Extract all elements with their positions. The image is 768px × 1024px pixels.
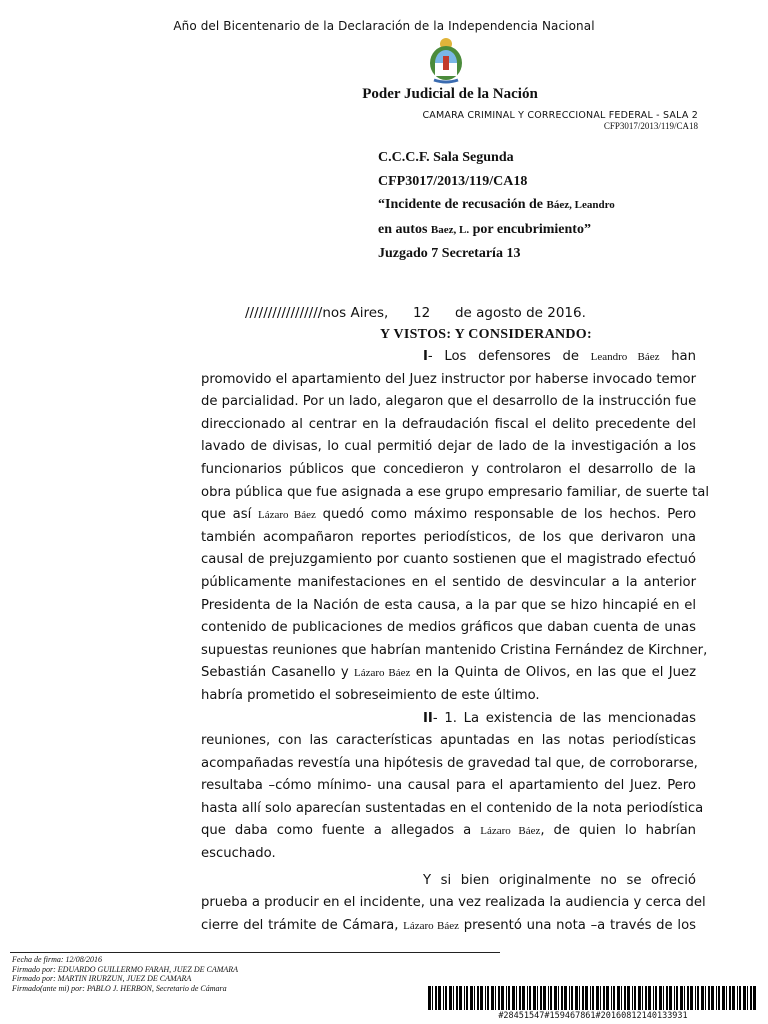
barcode-bar (729, 986, 731, 1010)
barcode-bar (621, 986, 622, 1010)
barcode-bar (540, 986, 542, 1010)
line-text: han (659, 349, 696, 364)
party-name: Lázaro Báez (258, 509, 316, 522)
barcode-bar (449, 986, 452, 1010)
barcode-bar (634, 986, 636, 1010)
line-text: en la Quinta de Olivos, en las que el Juez (410, 665, 697, 681)
paragraph-line: habría prometido el sobreseimiento de este último. (201, 687, 540, 703)
barcode-bar (680, 986, 683, 1010)
paragraph-line (201, 820, 696, 843)
barcode-bar (648, 986, 651, 1010)
paragraph-line: Y si bien originalmente no se ofreció (423, 872, 696, 888)
barcode-bar (519, 986, 521, 1010)
signature-divider (10, 952, 500, 953)
bicentennial-header: Año del Bicentenario de la Declaración de la Independencia Nacional (173, 19, 595, 33)
paragraph-line: funcionarios públicos que concedieron y controlaron el desarrollo de la (201, 461, 696, 477)
barcode-bar (533, 986, 536, 1010)
paragraph-line (201, 504, 696, 527)
barcode-bar (522, 986, 525, 1010)
barcode-bar (750, 986, 752, 1010)
line-text: que así (201, 507, 259, 523)
barcode-bar (453, 986, 454, 1010)
section-numeral: II (423, 710, 433, 726)
party-name: Lázaro Báez (480, 825, 541, 838)
barcode-bar (512, 986, 515, 1010)
line-text: que daba como fuente a allegados a (201, 823, 481, 839)
barcode-bar (659, 986, 662, 1010)
section-numeral: I (423, 349, 428, 364)
barcode-bar (456, 986, 458, 1010)
barcode-bar (579, 986, 580, 1010)
barcode-bar (722, 986, 725, 1010)
paragraph-line: reuniones, con las características apuntadas en las notas periodísticas (201, 733, 696, 749)
barcode-bar (561, 986, 563, 1010)
barcode-bar (732, 986, 735, 1010)
barcode-bar (653, 986, 654, 1010)
barcode-bar (498, 986, 500, 1010)
line-text: cierre del trámite de Cámara, (201, 917, 404, 933)
paragraph-line: direccionado al centrar en la defraudación fiscal el delito precedente del (201, 416, 696, 432)
signature-line: Firmado por: EDUARDO GUILLERMO FARAH, JUEZ DE CAMARA (12, 964, 239, 974)
signature-date: Fecha de firma: 12/08/2016 (12, 955, 102, 964)
party-name: Lázaro Báez (403, 919, 459, 932)
line-text: , de quien lo habrían (540, 823, 697, 839)
caption-line-file: CFP3017/2013/119/CA18 (378, 173, 528, 189)
barcode-bar (445, 986, 447, 1010)
barcode-bar (480, 986, 483, 1010)
barcode-bar (592, 986, 594, 1010)
signature-block (12, 955, 238, 993)
paragraph-line: Presidenta de la Nación de esta causa, a la par que se hizo hincapié en el (201, 597, 696, 613)
paragraph-line: hasta allí solo aparecían sustentadas en el contenido de la nota periodística (201, 800, 704, 816)
barcode-bar (674, 986, 675, 1010)
barcode-bar (550, 986, 552, 1010)
line-text: - Los defensores de (427, 349, 591, 364)
line-text: presentó una nota –a través de los (458, 917, 697, 933)
barcode-bar (676, 986, 678, 1010)
barcode-bar (638, 986, 641, 1010)
paragraph-line: contenido de publicaciones de medios gráficos que daban cuenta de unas (201, 620, 696, 636)
institution-title: Poder Judicial de la Nación (362, 86, 538, 102)
barcode-bar (438, 986, 441, 1010)
barcode-bar (508, 986, 510, 1010)
paragraph-line: obra pública que fue asignada a ese grupo empresario familiar, de suerte tal (201, 484, 709, 500)
national-seal-icon (428, 36, 464, 84)
barcode-bar (627, 986, 630, 1010)
barcode-bar (527, 986, 528, 1010)
barcode-bar (697, 986, 699, 1010)
line-text: Sebastián Casanello y (201, 665, 354, 681)
paragraph-line: escuchado. (201, 846, 276, 862)
barcode-bar (466, 986, 468, 1010)
barcode-bar (701, 986, 704, 1010)
barcode-bar (613, 986, 615, 1010)
paragraph-line: acompañadas revestía una hipótesis de gravedad tal que, de corroborarse, (201, 755, 698, 771)
barcode-bar (645, 986, 647, 1010)
barcode-bar (564, 986, 567, 1010)
barcode-bar (428, 986, 431, 1010)
barcode-bar (695, 986, 696, 1010)
party-name: Leandro Báez (590, 351, 660, 363)
paragraph-line (201, 662, 696, 685)
barcode-bar (443, 986, 444, 1010)
barcode-bar (711, 986, 714, 1010)
line-text: - 1. La existencia de las mencionadas (432, 710, 696, 726)
barcode-icon (428, 986, 758, 1010)
barcode-bar (666, 986, 668, 1010)
barcode-bar (718, 986, 720, 1010)
barcode-bar (753, 986, 756, 1010)
barcode-bar (506, 986, 507, 1010)
paragraph-line (201, 915, 696, 938)
paragraph-line: resultaba –cómo mínimo- una causal para el apartamiento del Juez. Pero (201, 778, 696, 794)
barcode-number: #28451547#159467861#20160812140133931 (498, 1011, 688, 1021)
barcode-bar (435, 986, 437, 1010)
barcode-bar (684, 986, 685, 1010)
date-day: 12 (413, 305, 431, 321)
barcode-bar (529, 986, 531, 1010)
barcode-bar (477, 986, 479, 1010)
barcode-bar (669, 986, 672, 1010)
paragraph-line: causal de prejuzgamiento por cuanto sostienen que el magistrado efectuó (201, 552, 696, 568)
body-text (201, 346, 709, 937)
barcode-bar (606, 986, 609, 1010)
barcode-bar (617, 986, 620, 1010)
caption-line-incident (378, 193, 615, 218)
barcode-bar (516, 986, 517, 1010)
caption-line-autos (378, 218, 615, 243)
barcode-bar (495, 986, 496, 1010)
paragraph-line (201, 708, 696, 731)
paragraph-line: lavado de divisas, lo cual permitió dejar de lado de la investigación a los (201, 439, 696, 455)
date-rest: de agosto de 2016. (454, 305, 586, 321)
date-line (245, 305, 586, 321)
barcode-bar (558, 986, 559, 1010)
barcode-bar (571, 986, 573, 1010)
barcode-bar (642, 986, 643, 1010)
paragraph-line: promovido el apartamiento del Juez instructor por haberse invocado temor (201, 371, 696, 387)
barcode-bar (459, 986, 462, 1010)
line-text: quedó como máximo responsable de los hechos. Pero (315, 507, 697, 523)
barcode-bar (726, 986, 727, 1010)
paragraph-line: también acompañaron reportes periodísticos, de los que derivaron una (201, 529, 696, 545)
barcode-bar (708, 986, 710, 1010)
barcode-bar (474, 986, 475, 1010)
barcode-bar (632, 986, 633, 1010)
party-name: Lázaro Báez (353, 667, 411, 680)
barcode-bar (663, 986, 664, 1010)
barcode-bar (432, 986, 433, 1010)
barcode-bar (716, 986, 717, 1010)
barcode-bar (603, 986, 605, 1010)
caption-text: “Incidente de recusación de (378, 197, 547, 212)
barcode-bar (737, 986, 738, 1010)
barcode-bar (548, 986, 549, 1010)
paragraph-line (201, 346, 696, 369)
barcode-bar (537, 986, 538, 1010)
barcode-bar (747, 986, 748, 1010)
barcode-bar (743, 986, 746, 1010)
case-caption (378, 146, 615, 266)
barcode-bar (687, 986, 689, 1010)
barcode-bar (739, 986, 741, 1010)
caption-line-court-office: Juzgado 7 Secretaría 13 (378, 246, 521, 261)
barcode-bar (464, 986, 465, 1010)
barcode-bar (569, 986, 570, 1010)
file-reference: CFP3017/2013/119/CA18 (603, 121, 698, 131)
caption-party: Baez, L. (430, 223, 470, 236)
section-title: Y VISTOS: Y CONSIDERANDO: (380, 327, 592, 342)
paragraph-line: prueba a producir en el incidente, una vez realizada la audiencia y cerca del (201, 895, 706, 911)
barcode-bar (690, 986, 693, 1010)
caption-line-court: C.C.C.F. Sala Segunda (378, 150, 514, 165)
barcode-bar (624, 986, 626, 1010)
barcode-bar (485, 986, 486, 1010)
chamber-name: CAMARA CRIMINAL Y CORRECCIONAL FEDERAL - SALA 2 (422, 110, 698, 121)
barcode-bar (501, 986, 504, 1010)
caption-text: en autos (378, 221, 431, 237)
barcode-bar (705, 986, 706, 1010)
barcode-bar (655, 986, 657, 1010)
barcode-bar (487, 986, 489, 1010)
paragraph-line: públicamente manifestaciones en el sentido de desvincular a la anterior (201, 574, 696, 590)
barcode-bar (491, 986, 494, 1010)
paragraph-line: supuestas reuniones que habrían mantenido Cristina Fernández de Kirchner, (201, 642, 708, 658)
caption-party: Báez, Leandro (546, 199, 615, 211)
paragraph-line: de parcialidad. Por un lado, alegaron que el desarrollo de la instrucción fue (201, 394, 697, 410)
barcode-bar (554, 986, 557, 1010)
barcode-bar (582, 986, 584, 1010)
barcode-bar (543, 986, 546, 1010)
barcode-bar (600, 986, 601, 1010)
barcode-bar (596, 986, 599, 1010)
barcode-bar (470, 986, 473, 1010)
barcode-bar (590, 986, 591, 1010)
signature-line: Firmado(ante mi) por: PABLO J. HERBON, Secretario de Cámara (12, 983, 227, 993)
signature-line: Firmado por: MARTIN IRURZUN, JUEZ DE CAMARA (12, 974, 192, 984)
date-prefix: /////////////////nos Aires, (245, 305, 389, 321)
barcode-bar (585, 986, 588, 1010)
caption-text: por encubrimiento” (469, 221, 591, 237)
barcode-bar (611, 986, 612, 1010)
barcode-bar (575, 986, 578, 1010)
